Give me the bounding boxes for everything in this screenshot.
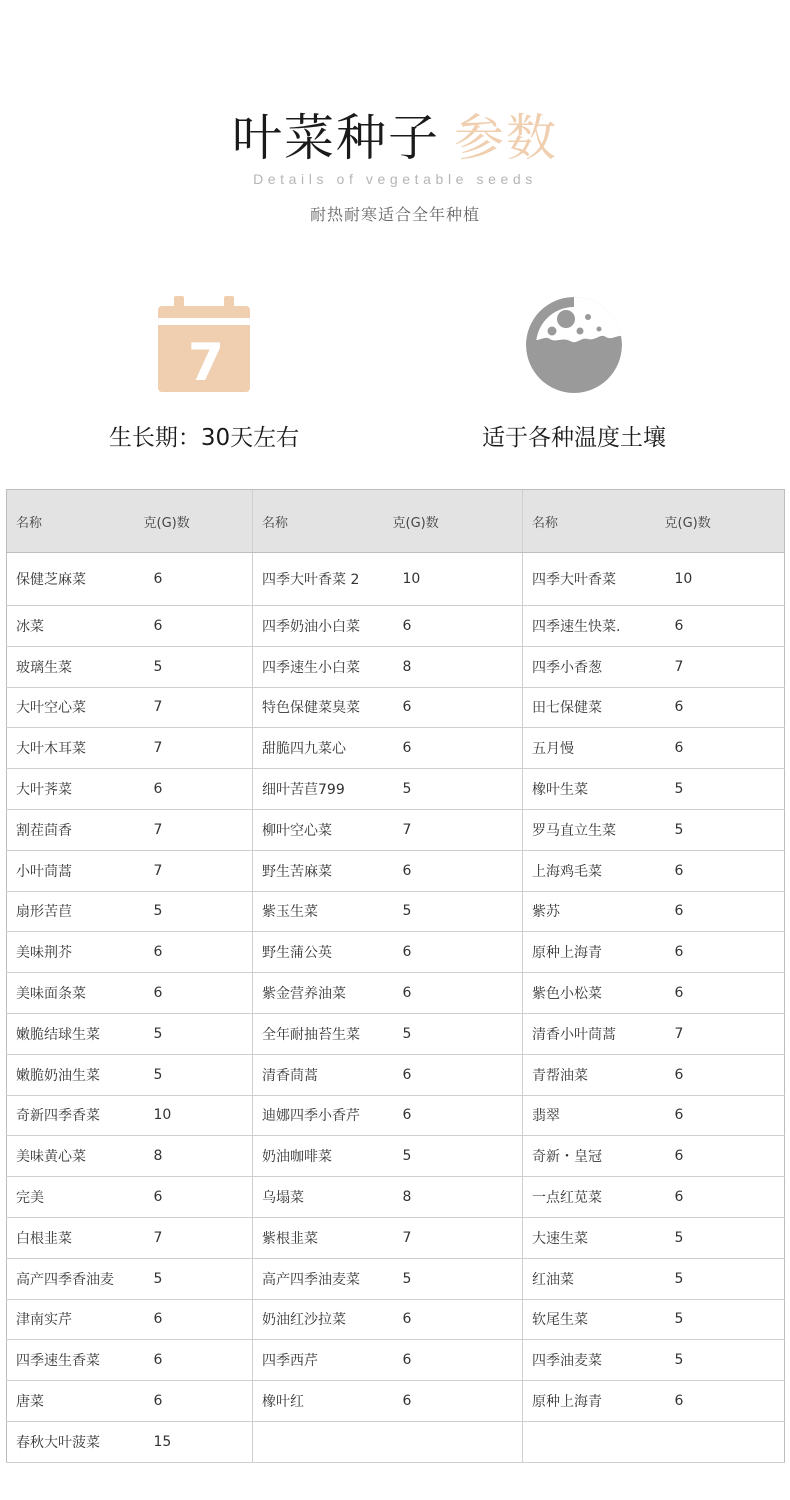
seed-name: 奶油咖啡菜: [253, 1136, 391, 1177]
seed-grams: 6: [663, 606, 785, 647]
seed-grams: 5: [663, 769, 785, 810]
table-row: [7, 1136, 785, 1177]
seed-name: 清香小叶茼蒿: [523, 1013, 663, 1054]
seed-grams: 6: [663, 687, 785, 728]
seed-name: 紫玉生菜: [253, 891, 391, 932]
seed-grams: 5: [391, 891, 523, 932]
seed-grams: 6: [142, 1177, 253, 1218]
column-header-grams: 克(G)数: [663, 490, 785, 553]
seed-name: 青帮油菜: [523, 1054, 663, 1095]
table-row: [7, 1177, 785, 1218]
seed-name: 四季小香葱: [523, 646, 663, 687]
seed-name: 大速生菜: [523, 1217, 663, 1258]
seed-name: 美味荆芥: [7, 932, 142, 973]
column-header-grams: 克(G)数: [391, 490, 523, 553]
seed-grams: 6: [663, 1381, 785, 1422]
seed-name: 春秋大叶菠菜: [7, 1421, 142, 1462]
seed-name: 美味黄心菜: [7, 1136, 142, 1177]
soil-suitability-label: 适于各种温度土壤: [482, 425, 666, 451]
seed-name: 野生蒲公英: [253, 932, 391, 973]
column-header-name: 名称: [7, 490, 142, 553]
seed-grams: 7: [391, 809, 523, 850]
seed-grams: 6: [391, 932, 523, 973]
seed-name: 扇形苦苣: [7, 891, 142, 932]
seed-grams: 7: [142, 809, 253, 850]
seed-name: 嫩脆奶油生菜: [7, 1054, 142, 1095]
seed-name: 奶油红沙拉菜: [253, 1299, 391, 1340]
seed-grams: 6: [663, 1136, 785, 1177]
seed-grams: 6: [663, 891, 785, 932]
table-row: [7, 769, 785, 810]
seed-grams: 6: [391, 606, 523, 647]
table-row: [7, 1258, 785, 1299]
seed-name: 上海鸡毛菜: [523, 850, 663, 891]
seed-grams: [391, 1421, 523, 1462]
seed-name: 紫苏: [523, 891, 663, 932]
seed-grams: 5: [391, 1136, 523, 1177]
seed-grams: 7: [142, 1217, 253, 1258]
seed-name: 保健芝麻菜: [7, 553, 142, 606]
seed-name: 奇新四季香菜: [7, 1095, 142, 1136]
seed-name: 野生苦麻菜: [253, 850, 391, 891]
seed-name: 细叶苦苣799: [253, 769, 391, 810]
seed-grams: 6: [142, 769, 253, 810]
seed-grams: 6: [391, 687, 523, 728]
table-row: [7, 1013, 785, 1054]
seed-grams: 6: [663, 728, 785, 769]
table-row: [7, 1381, 785, 1422]
table-row: [7, 553, 785, 606]
seed-name: 原种上海青: [523, 932, 663, 973]
seed-grams: 5: [391, 1013, 523, 1054]
seed-grams: 7: [663, 1013, 785, 1054]
table-row: [7, 1421, 785, 1462]
table-row: [7, 1095, 785, 1136]
seed-name: 四季速生快菜.: [523, 606, 663, 647]
seed-name: 柳叶空心菜: [253, 809, 391, 850]
seed-name: 四季速生香菜: [7, 1340, 142, 1381]
seed-grams: 8: [391, 646, 523, 687]
seed-name: 罗马直立生菜: [523, 809, 663, 850]
seed-name: 美味面条菜: [7, 973, 142, 1014]
seed-name: [523, 1421, 663, 1462]
seed-grams: 6: [391, 973, 523, 1014]
seed-grams: 6: [142, 1381, 253, 1422]
seed-grams: 6: [663, 973, 785, 1014]
subtitle-english: Details of vegetable seeds: [253, 171, 537, 187]
soil-icon: [522, 293, 626, 395]
seed-grams: 6: [142, 1340, 253, 1381]
seed-name: 冰菜: [7, 606, 142, 647]
seed-name: 软尾生菜: [523, 1299, 663, 1340]
seed-name: 四季西芹: [253, 1340, 391, 1381]
title-main: 叶菜种子: [232, 109, 440, 167]
seed-name: 田七保健菜: [523, 687, 663, 728]
calendar-icon: [154, 292, 254, 396]
seed-grams: 6: [142, 553, 253, 606]
table-row: [7, 728, 785, 769]
seed-grams: 8: [142, 1136, 253, 1177]
seed-grams: 5: [142, 1054, 253, 1095]
seed-grams: 7: [391, 1217, 523, 1258]
table-header-row: [7, 490, 785, 553]
seed-name: 特色保健菜臭菜: [253, 687, 391, 728]
seed-grams: 6: [142, 932, 253, 973]
seed-grams: 6: [663, 850, 785, 891]
seed-grams: 5: [391, 769, 523, 810]
seed-grams: 5: [663, 1340, 785, 1381]
seed-name: 割茬茴香: [7, 809, 142, 850]
table-row: [7, 606, 785, 647]
seed-grams: 6: [142, 606, 253, 647]
seed-grams: 7: [142, 850, 253, 891]
seed-name: 翡翠: [523, 1095, 663, 1136]
seed-name: 玻璃生菜: [7, 646, 142, 687]
seed-grams: 7: [663, 646, 785, 687]
table-row: [7, 891, 785, 932]
seed-grams: 15: [142, 1421, 253, 1462]
column-header-name: 名称: [523, 490, 663, 553]
seed-name: 完美: [7, 1177, 142, 1218]
growth-period-label: 生长期：30天左右: [108, 425, 300, 451]
seed-grams: 6: [391, 1340, 523, 1381]
table-row: [7, 1217, 785, 1258]
seed-grams: 6: [142, 973, 253, 1014]
seed-name: 小叶茼蒿: [7, 850, 142, 891]
table-row: [7, 1340, 785, 1381]
seed-name: 紫金营养油菜: [253, 973, 391, 1014]
seed-grams: 6: [663, 1054, 785, 1095]
seed-name: 大叶空心菜: [7, 687, 142, 728]
seed-grams: 7: [142, 687, 253, 728]
seed-grams: 5: [663, 1258, 785, 1299]
table-row: [7, 850, 785, 891]
seed-grams: 6: [391, 1095, 523, 1136]
seed-grams: 5: [142, 1013, 253, 1054]
seed-name: 高产四季油麦菜: [253, 1258, 391, 1299]
seed-grams: 6: [391, 850, 523, 891]
seed-grams: 5: [663, 809, 785, 850]
seed-grams: 6: [142, 1299, 253, 1340]
title-accent: 参数: [454, 109, 558, 167]
seed-name: 紫根韭菜: [253, 1217, 391, 1258]
seed-params-table: [6, 489, 785, 1463]
table-row: [7, 687, 785, 728]
seed-grams: 6: [391, 1054, 523, 1095]
seed-name: 四季大叶香菜 2: [253, 553, 391, 606]
subtitle-chinese: 耐热耐寒适合全年种植: [309, 205, 480, 224]
table-row: [7, 932, 785, 973]
seed-grams: 10: [663, 553, 785, 606]
table-row: [7, 646, 785, 687]
seed-name: 橡叶生菜: [523, 769, 663, 810]
table-row: [7, 809, 785, 850]
seed-name: 大叶木耳菜: [7, 728, 142, 769]
seed-name: 原种上海青: [523, 1381, 663, 1422]
seed-name: 全年耐抽苔生菜: [253, 1013, 391, 1054]
calendar-number: 7: [187, 333, 225, 393]
seed-name: 五月慢: [523, 728, 663, 769]
seed-grams: 5: [663, 1299, 785, 1340]
seed-name: 乌塌菜: [253, 1177, 391, 1218]
seed-name: 清香茼蒿: [253, 1054, 391, 1095]
seed-grams: 6: [391, 1381, 523, 1422]
seed-grams: 5: [142, 1258, 253, 1299]
seed-grams: 6: [391, 1299, 523, 1340]
seed-name: [253, 1421, 391, 1462]
seed-name: 四季速生小白菜: [253, 646, 391, 687]
seed-grams: 6: [663, 1095, 785, 1136]
seed-name: 高产四季香油麦: [7, 1258, 142, 1299]
seed-name: 嫩脆结球生菜: [7, 1013, 142, 1054]
seed-grams: 5: [142, 891, 253, 932]
table-row: [7, 1299, 785, 1340]
seed-name: 一点红苋菜: [523, 1177, 663, 1218]
seed-name: 奇新・皇冠: [523, 1136, 663, 1177]
seed-name: 迪娜四季小香芹: [253, 1095, 391, 1136]
seed-grams: 6: [663, 932, 785, 973]
table-row: [7, 1054, 785, 1095]
seed-name: 四季油麦菜: [523, 1340, 663, 1381]
seed-grams: 10: [142, 1095, 253, 1136]
seed-grams: 5: [663, 1217, 785, 1258]
seed-name: 大叶荠菜: [7, 769, 142, 810]
seed-grams: 10: [391, 553, 523, 606]
seed-grams: 7: [142, 728, 253, 769]
column-header-grams: 克(G)数: [142, 490, 253, 553]
seed-name: 四季奶油小白菜: [253, 606, 391, 647]
page-title: [0, 108, 790, 168]
seed-grams: 5: [142, 646, 253, 687]
seed-name: 四季大叶香菜: [523, 553, 663, 606]
seed-grams: [663, 1421, 785, 1462]
seed-name: 甜脆四九菜心: [253, 728, 391, 769]
seed-grams: 6: [663, 1177, 785, 1218]
seed-name: 红油菜: [523, 1258, 663, 1299]
seed-name: 橡叶红: [253, 1381, 391, 1422]
seed-grams: 6: [391, 728, 523, 769]
table-row: [7, 973, 785, 1014]
seed-name: 紫色小松菜: [523, 973, 663, 1014]
seed-grams: 5: [391, 1258, 523, 1299]
seed-name: 唐菜: [7, 1381, 142, 1422]
seed-name: 白根韭菜: [7, 1217, 142, 1258]
column-header-name: 名称: [253, 490, 391, 553]
seed-grams: 8: [391, 1177, 523, 1218]
seed-name: 津南实芹: [7, 1299, 142, 1340]
